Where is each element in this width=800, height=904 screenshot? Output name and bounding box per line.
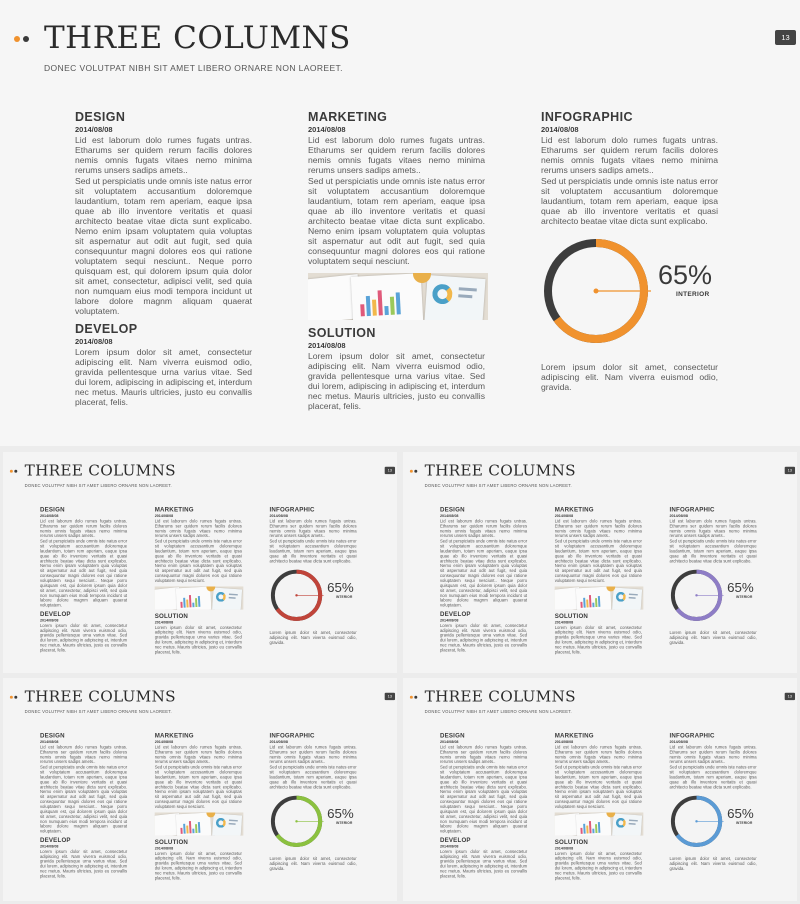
infographic-date: 2014/08/08: [669, 513, 688, 518]
infographic-paragraph-1: Lid est laborum dolo rumes fugats untras. Etharums ser quidem rerum facilis dolores nemis omnis fugats vitaes nemo minima rerums unsers sadips amets..: [669, 518, 757, 539]
column-infographic: [269, 506, 356, 645]
column-marketing: [308, 110, 485, 411]
column-design: [40, 732, 127, 878]
percent-value: 65%: [327, 806, 354, 821]
develop-paragraph: Lorem ipsum dolor sit amet, consectetur adipiscing elit. Nam viverra euismod odio, gravida pellentesque urna varius vitae. Sed dui lorem, adipiscing in adipiscing et, interdum nec metus. Mauris ultricies, justo eu convallis placerat, felis.: [439, 848, 528, 879]
marketing-paragraph-2: Sed ut perspiciatis unde omnis iste natus error sit voluptatem accusantium doloremque laudantium, totam rem aperiam, eaque ipsa quae ab illo inventore veritatis et quasi architecto beatae vitae dicta sunt explicabo. Nemo enim ipsam voluptatem quia voluptas sit aspernatur aut odit aut fugit, sed quia consequuntur magni dolores eos qui ratione voluptatem sequi nesciunt.: [154, 538, 242, 584]
column-design: [440, 506, 527, 652]
page-subtitle: DONEC VOLUTPAT NIBH SIT AMET LIBERO ORNARE NON LAOREET.: [424, 709, 572, 714]
solution-paragraph: Lorem ipsum dolor sit amet, consectetur adipiscing elit. Nam viverra euismod odio, gravida pellentesque urna varius vitae. Sed dui lorem, adipiscing in adipiscing et, interdum nec metus. Mauris ultricies, justo eu convallis placerat, felis.: [554, 850, 642, 881]
marketing-date: 2014/08/08: [554, 739, 574, 744]
donut-svg: [269, 568, 323, 622]
infographic-date: 2014/08/08: [269, 513, 288, 518]
page-number-badge: 13: [385, 693, 395, 700]
solution-date: 2014/08/08: [154, 619, 174, 625]
percent-value: 65%: [727, 806, 754, 821]
chart-report-image: [351, 273, 423, 320]
design-date: 2014/08/08: [439, 513, 459, 518]
column-marketing: [155, 732, 242, 880]
percent-donut-chart: [541, 236, 713, 346]
chart-report-image: [176, 813, 212, 836]
design-date: 2014/08/08: [75, 125, 113, 134]
slide-content: [403, 678, 797, 898]
report-bars-image: [180, 818, 200, 834]
solution-paragraph: Lorem ipsum dolor sit amet, consectetur adipiscing elit. Nam viverra euismod odio, gravida pellentesque urna varius vitae. Sed dui lorem, adipiscing in adipiscing et, interdum nec metus. Mauris ultricies, justo eu convallis placerat, felis.: [308, 351, 485, 411]
solution-heading: SOLUTION: [308, 326, 376, 340]
marketing-date: 2014/08/08: [308, 125, 346, 134]
infographic-paragraph-3: Lorem ipsum dolor sit amet, consectetur adipiscing elit. Nam viverra euismod odio, gravida.: [269, 856, 357, 872]
marketing-date: 2014/08/08: [154, 513, 174, 518]
tablet-image: [424, 275, 485, 320]
column-marketing: [155, 506, 242, 654]
design-paragraph-2: Sed ut perspiciatis unde omnis iste natus error sit voluptatem accusantium doloremque laudantium, totam rem aperiam, eaque ipsa quae ab illo inventore veritatis et quasi architecto beatae vitae dicta sunt explicabo. Nemo enim ipsam voluptatem quia voluptas sit aspernatur aut odit aut fugit, sed quia consequuntur magni dolores eos qui ratione voluptatem sequi nesciunt.. Neque porro quisquam est, qui dolorem ipsum quia dolor sit amet, consectetur, adipisci velit, sed quia non numquam eius modi tempora incidunt ut labore dolore magnm aliquam quaerat voluptatem.: [39, 764, 128, 834]
develop-heading: DEVELOP: [39, 610, 71, 618]
infographic-paragraph-3: Lorem ipsum dolor sit amet, consectetur adipiscing elit. Nam viverra euismod odio, gravida.: [541, 362, 718, 392]
design-paragraph-1: Lid est laborum dolo rumes fugats untras. Etharums ser quidem rerum facilis dolores nemis omnis fugats vitaes nemo minima rerums unsers sadips amets..: [39, 518, 128, 539]
infographic-date: 2014/08/08: [541, 125, 579, 134]
infographic-date: 2014/08/08: [669, 739, 688, 744]
design-paragraph-2: Sed ut perspiciatis unde omnis iste natus error sit voluptatem accusantium doloremque laudantium, totam rem aperiam, eaque ipsa quae ab illo inventore veritatis et quasi architecto beatae vitae dicta sunt explicabo. Nemo enim ipsam voluptatem quia voluptas sit aspernatur aut odit aut fugit, sed quia consequuntur magni dolores eos qui ratione voluptatem sequi nesciunt.. Neque porro quisquam est, qui dolorem ipsum quia dolor sit amet, consectetur, adipisci velit, sed quia non numquam eius modi tempora incidunt ut labore dolore magnm aliquam quaerat voluptatem.: [439, 764, 528, 834]
design-paragraph-1: Lid est laborum dolo rumes fugats untras. Etharums ser quidem rerum facilis dolores nemis omnis fugats vitaes nemo minima rerums unsers sadips amets..: [439, 744, 528, 765]
tablet-image: [612, 587, 642, 609]
slide-content: [403, 452, 797, 672]
dark-dot-icon: [414, 696, 417, 699]
design-heading: DESIGN: [439, 506, 465, 514]
column-design: [440, 732, 527, 878]
slide-thumb-green[interactable]: [3, 678, 397, 901]
slide-thumb-blue[interactable]: [403, 678, 797, 901]
design-paragraph-2: Sed ut perspiciatis unde omnis iste natus error sit voluptatem accusantium doloremque laudantium, totam rem aperiam, eaque ipsa quae ab illo inventore veritatis et quasi architecto beatae vitae dicta sunt explicabo. Nemo enim ipsam voluptatem quia voluptas sit aspernatur aut odit aut fugit, sed quia consequuntur magni dolores eos qui ratione voluptatem sequi nesciunt.. Neque porro quisquam est, qui dolorem ipsum quia dolor sit amet, consectetur, adipisci velit, sed quia non numquam eius modi tempora incidunt ut labore dolore magnm aliquam quaerat voluptatem.: [75, 176, 252, 316]
report-bars-image: [180, 592, 200, 608]
infographic-paragraph-2: Sed ut perspiciatis unde omnis iste natus error sit voluptatem accusantium doloremque laudantium, totam rem aperiam, eaque ipsa quae ab illo inventore veritatis et quasi architecto beatae vitae dicta sunt explicabo.: [541, 176, 718, 226]
solution-paragraph: Lorem ipsum dolor sit amet, consectetur adipiscing elit. Nam viverra euismod odio, gravida pellentesque urna varius vitae. Sed dui lorem, adipiscing in adipiscing et, interdum nec metus. Mauris ultricies, justo eu convallis placerat, felis.: [154, 850, 242, 881]
report-bars-image: [359, 284, 401, 316]
marketing-heading: MARKETING: [154, 506, 194, 514]
infographic-paragraph-1: Lid est laborum dolo rumes fugats untras. Etharums ser quidem rerum facilis dolores nemis omnis fugats vitaes nemo minima rerums unsers sadips amets..: [269, 744, 357, 765]
marketing-paragraph-1: Lid est laborum dolo rumes fugats untras. Etharums ser quidem rerum facilis dolores nemis omnis fugats vitaes nemo minima rerums unsers sadips amets..: [554, 518, 642, 539]
percent-label: INTERIOR: [735, 595, 753, 599]
develop-paragraph: Lorem ipsum dolor sit amet, consectetur adipiscing elit. Nam viverra euismod odio, gravida pellentesque urna varius vitae. Sed dui lorem, adipiscing in adipiscing et, interdum nec metus. Mauris ultricies, justo eu convallis placerat, felis.: [75, 347, 252, 407]
report-bars-image: [580, 592, 600, 608]
develop-date: 2014/08/08: [439, 843, 459, 849]
design-date: 2014/08/08: [39, 739, 59, 744]
solution-date: 2014/08/08: [154, 845, 174, 851]
brand-dots: [410, 470, 417, 473]
infographic-paragraph-3: Lorem ipsum dolor sit amet, consectetur adipiscing elit. Nam viverra euismod odio, gravida.: [669, 856, 757, 872]
design-heading: DESIGN: [39, 732, 65, 740]
column-infographic: [669, 506, 756, 645]
page-subtitle: DONEC VOLUTPAT NIBH SIT AMET LIBERO ORNARE NON LAOREET.: [24, 483, 172, 488]
infographic-heading: INFOGRAPHIC: [269, 732, 315, 740]
percent-label: INTERIOR: [735, 821, 753, 825]
donut-svg: [269, 794, 323, 848]
page-title: THREE COLUMNS: [424, 461, 576, 480]
design-heading: DESIGN: [75, 110, 126, 124]
design-paragraph-1: Lid est laborum dolo rumes fugats untras. Etharums ser quidem rerum facilis dolores nemis omnis fugats vitaes nemo minima rerums unsers sadips amets..: [75, 135, 252, 175]
percent-label: INTERIOR: [335, 595, 353, 599]
design-date: 2014/08/08: [439, 739, 459, 744]
develop-heading: DEVELOP: [75, 322, 138, 336]
page-subtitle: DONEC VOLUTPAT NIBH SIT AMET LIBERO ORNARE NON LAOREET.: [44, 63, 343, 73]
page-subtitle: DONEC VOLUTPAT NIBH SIT AMET LIBERO ORNARE NON LAOREET.: [424, 483, 572, 488]
report-bars-image: [580, 818, 600, 834]
donut-center-dot: [594, 289, 599, 294]
develop-date: 2014/08/08: [39, 617, 59, 623]
design-paragraph-1: Lid est laborum dolo rumes fugats untras. Etharums ser quidem rerum facilis dolores nemis omnis fugats vitaes nemo minima rerums unsers sadips amets..: [39, 744, 128, 765]
marketing-heading: MARKETING: [554, 506, 594, 514]
orange-dot-icon: [10, 470, 13, 473]
infographic-heading: INFOGRAPHIC: [269, 506, 315, 514]
slide-thumb-purple[interactable]: [403, 452, 797, 673]
design-paragraph-1: Lid est laborum dolo rumes fugats untras. Etharums ser quidem rerum facilis dolores nemis omnis fugats vitaes nemo minima rerums unsers sadips amets..: [439, 518, 528, 539]
percent-value: 65%: [727, 580, 754, 595]
percent-label: INTERIOR: [676, 291, 710, 298]
percent-value: 65%: [658, 260, 713, 290]
infographic-paragraph-1: Lid est laborum dolo rumes fugats untras. Etharums ser quidem rerum facilis dolores nemis omnis fugats vitaes nemo minima rerums unsers sadips amets..: [541, 135, 718, 175]
donut-center-dot: [295, 594, 297, 596]
page-title: THREE COLUMNS: [24, 687, 176, 706]
solution-date: 2014/08/08: [554, 619, 574, 625]
develop-date: 2014/08/08: [439, 617, 459, 623]
orange-dot-icon: [10, 696, 13, 699]
page-number-badge: 13: [775, 30, 796, 45]
infographic-paragraph-2: Sed ut perspiciatis unde omnis iste natus error sit voluptatem accusantium doloremque laudantium, totam rem aperiam, eaque ipsa quae ab illo inventore veritatis et quasi architecto beatae vitae dicta sunt explicabo.: [269, 538, 357, 564]
infographic-paragraph-1: Lid est laborum dolo rumes fugats untras. Etharums ser quidem rerum facilis dolores nemis omnis fugats vitaes nemo minima rerums unsers sadips amets..: [269, 518, 357, 539]
dark-dot-icon: [23, 36, 29, 42]
percent-donut-chart: [669, 794, 754, 848]
design-paragraph-2: Sed ut perspiciatis unde omnis iste natus error sit voluptatem accusantium doloremque laudantium, totam rem aperiam, eaque ipsa quae ab illo inventore veritatis et quasi architecto beatae vitae dicta sunt explicabo. Nemo enim ipsam voluptatem quia voluptas sit aspernatur aut odit aut fugit, sed quia consequuntur magni dolores eos qui ratione voluptatem sequi nesciunt.. Neque porro quisquam est, qui dolorem ipsum quia dolor sit amet, consectetur, adipisci velit, sed quia non numquam eius modi tempora incidunt ut labore dolore magnm aliquam quaerat voluptatem.: [39, 538, 128, 608]
infographic-paragraph-3: Lorem ipsum dolor sit amet, consectetur adipiscing elit. Nam viverra euismod odio, gravida.: [669, 630, 757, 646]
donut-center-dot: [295, 820, 297, 822]
solution-heading: SOLUTION: [554, 838, 589, 846]
column-infographic: [541, 110, 718, 392]
slide-content: [3, 678, 397, 898]
page-title: THREE COLUMNS: [24, 461, 176, 480]
marketing-date: 2014/08/08: [554, 513, 574, 518]
solution-paragraph: Lorem ipsum dolor sit amet, consectetur adipiscing elit. Nam viverra euismod odio, gravida pellentesque urna varius vitae. Sed dui lorem, adipiscing in adipiscing et, interdum nec metus. Mauris ultricies, justo eu convallis placerat, felis.: [554, 624, 642, 655]
marketing-heading: MARKETING: [554, 732, 594, 740]
design-heading: DESIGN: [439, 732, 465, 740]
marketing-paragraph-1: Lid est laborum dolo rumes fugats untras. Etharums ser quidem rerum facilis dolores nemis omnis fugats vitaes nemo minima rerums unsers sadips amets..: [308, 135, 485, 175]
solution-heading: SOLUTION: [154, 838, 189, 846]
percent-label: INTERIOR: [335, 821, 353, 825]
page-title: THREE COLUMNS: [424, 687, 576, 706]
column-infographic: [269, 732, 356, 871]
desk-photo-image: [155, 586, 244, 609]
marketing-paragraph-1: Lid est laborum dolo rumes fugats untras. Etharums ser quidem rerum facilis dolores nemis omnis fugats vitaes nemo minima rerums unsers sadips amets..: [154, 744, 242, 765]
donut-center-dot: [695, 594, 697, 596]
infographic-paragraph-2: Sed ut perspiciatis unde omnis iste natus error sit voluptatem accusantium doloremque laudantium, totam rem aperiam, eaque ipsa quae ab illo inventore veritatis et quasi architecto beatae vitae dicta sunt explicabo.: [269, 764, 357, 790]
page-number-badge: 13: [385, 467, 395, 474]
orange-dot-icon: [410, 470, 413, 473]
develop-paragraph: Lorem ipsum dolor sit amet, consectetur adipiscing elit. Nam viverra euismod odio, gravida pellentesque urna varius vitae. Sed dui lorem, adipiscing in adipiscing et, interdum nec metus. Mauris ultricies, justo eu convallis placerat, felis.: [39, 622, 128, 653]
orange-dot-icon: [14, 36, 20, 42]
solution-paragraph: Lorem ipsum dolor sit amet, consectetur adipiscing elit. Nam viverra euismod odio, gravida pellentesque urna varius vitae. Sed dui lorem, adipiscing in adipiscing et, interdum nec metus. Mauris ultricies, justo eu convallis placerat, felis.: [154, 624, 242, 655]
page-number-badge: 13: [785, 693, 795, 700]
marketing-heading: MARKETING: [154, 732, 194, 740]
brand-dots: [10, 696, 17, 699]
page-subtitle: DONEC VOLUTPAT NIBH SIT AMET LIBERO ORNARE NON LAOREET.: [24, 709, 172, 714]
marketing-heading: MARKETING: [308, 110, 388, 124]
brand-dots: [410, 696, 417, 699]
develop-heading: DEVELOP: [39, 836, 71, 844]
percent-donut-chart: [269, 568, 354, 622]
slide-content: [0, 0, 800, 446]
marketing-paragraph-1: Lid est laborum dolo rumes fugats untras. Etharums ser quidem rerum facilis dolores nemis omnis fugats vitaes nemo minima rerums unsers sadips amets..: [554, 744, 642, 765]
page-number-badge: 13: [785, 467, 795, 474]
chart-report-image: [576, 813, 612, 836]
slide-main[interactable]: [0, 0, 800, 446]
develop-date: 2014/08/08: [75, 337, 113, 346]
infographic-heading: INFOGRAPHIC: [669, 732, 715, 740]
tablet-image: [612, 813, 642, 835]
brand-dots: [10, 470, 17, 473]
develop-heading: DEVELOP: [439, 836, 471, 844]
solution-heading: SOLUTION: [554, 612, 589, 620]
brand-dots: [14, 36, 29, 42]
percent-value: 65%: [327, 580, 354, 595]
chart-report-image: [576, 587, 612, 610]
column-marketing: [555, 506, 642, 654]
orange-dot-icon: [410, 696, 413, 699]
solution-date: 2014/08/08: [554, 845, 574, 851]
design-heading: DESIGN: [39, 506, 65, 514]
infographic-heading: INFOGRAPHIC: [669, 506, 715, 514]
donut-svg: [669, 794, 723, 848]
slide-content: [3, 452, 397, 672]
desk-photo-image: [308, 273, 488, 320]
marketing-paragraph-1: Lid est laborum dolo rumes fugats untras. Etharums ser quidem rerum facilis dolores nemis omnis fugats vitaes nemo minima rerums unsers sadips amets..: [154, 518, 242, 539]
design-date: 2014/08/08: [39, 513, 59, 518]
solution-heading: SOLUTION: [154, 612, 189, 620]
column-infographic: [669, 732, 756, 871]
column-marketing: [555, 732, 642, 880]
infographic-paragraph-3: Lorem ipsum dolor sit amet, consectetur adipiscing elit. Nam viverra euismod odio, gravida.: [269, 630, 357, 646]
develop-paragraph: Lorem ipsum dolor sit amet, consectetur adipiscing elit. Nam viverra euismod odio, gravida pellentesque urna varius vitae. Sed dui lorem, adipiscing in adipiscing et, interdum nec metus. Mauris ultricies, justo eu convallis placerat, felis.: [439, 622, 528, 653]
infographic-date: 2014/08/08: [269, 739, 288, 744]
percent-donut-chart: [269, 794, 354, 848]
infographic-heading: INFOGRAPHIC: [541, 110, 633, 124]
infographic-paragraph-2: Sed ut perspiciatis unde omnis iste natus error sit voluptatem accusantium doloremque laudantium, totam rem aperiam, eaque ipsa quae ab illo inventore veritatis et quasi architecto beatae vitae dicta sunt explicabo.: [669, 764, 757, 790]
dark-dot-icon: [14, 696, 17, 699]
marketing-paragraph-2: Sed ut perspiciatis unde omnis iste natus error sit voluptatem accusantium doloremque laudantium, totam rem aperiam, eaque ipsa quae ab illo inventore veritatis et quasi architecto beatae vitae dicta sunt explicabo. Nemo enim ipsam voluptatem quia voluptas sit aspernatur aut odit aut fugit, sed quia consequuntur magni dolores eos qui ratione voluptatem sequi nesciunt.: [554, 764, 642, 810]
tablet-image: [212, 813, 242, 835]
desk-photo-image: [155, 812, 244, 835]
infographic-paragraph-2: Sed ut perspiciatis unde omnis iste natus error sit voluptatem accusantium doloremque laudantium, totam rem aperiam, eaque ipsa quae ab illo inventore veritatis et quasi architecto beatae vitae dicta sunt explicabo.: [669, 538, 757, 564]
chart-report-image: [176, 587, 212, 610]
develop-heading: DEVELOP: [439, 610, 471, 618]
develop-paragraph: Lorem ipsum dolor sit amet, consectetur adipiscing elit. Nam viverra euismod odio, gravida pellentesque urna varius vitae. Sed dui lorem, adipiscing in adipiscing et, interdum nec metus. Mauris ultricies, justo eu convallis placerat, felis.: [39, 848, 128, 879]
develop-date: 2014/08/08: [39, 843, 59, 849]
infographic-paragraph-1: Lid est laborum dolo rumes fugats untras. Etharums ser quidem rerum facilis dolores nemis omnis fugats vitaes nemo minima rerums unsers sadips amets..: [669, 744, 757, 765]
marketing-date: 2014/08/08: [154, 739, 174, 744]
slide-thumb-red[interactable]: [3, 452, 397, 673]
marketing-paragraph-2: Sed ut perspiciatis unde omnis iste natus error sit voluptatem accusantium doloremque laudantium, totam rem aperiam, eaque ipsa quae ab illo inventore veritatis et quasi architecto beatae vitae dicta sunt explicabo. Nemo enim ipsam voluptatem quia voluptas sit aspernatur aut odit aut fugit, sed quia consequuntur magni dolores eos qui ratione voluptatem sequi nesciunt.: [308, 176, 485, 266]
dark-dot-icon: [414, 470, 417, 473]
donut-center-dot: [695, 820, 697, 822]
dark-dot-icon: [14, 470, 17, 473]
desk-photo-image: [555, 586, 644, 609]
donut-svg: [541, 236, 651, 346]
marketing-paragraph-2: Sed ut perspiciatis unde omnis iste natus error sit voluptatem accusantium doloremque laudantium, totam rem aperiam, eaque ipsa quae ab illo inventore veritatis et quasi architecto beatae vitae dicta sunt explicabo. Nemo enim ipsam voluptatem quia voluptas sit aspernatur aut odit aut fugit, sed quia consequuntur magni dolores eos qui ratione voluptatem sequi nesciunt.: [154, 764, 242, 810]
desk-photo-image: [555, 812, 644, 835]
column-design: [40, 506, 127, 652]
tablet-image: [212, 587, 242, 609]
marketing-paragraph-2: Sed ut perspiciatis unde omnis iste natus error sit voluptatem accusantium doloremque laudantium, totam rem aperiam, eaque ipsa quae ab illo inventore veritatis et quasi architecto beatae vitae dicta sunt explicabo. Nemo enim ipsam voluptatem quia voluptas sit aspernatur aut odit aut fugit, sed quia consequuntur magni dolores eos qui ratione voluptatem sequi nesciunt.: [554, 538, 642, 584]
donut-svg: [669, 568, 723, 622]
design-paragraph-2: Sed ut perspiciatis unde omnis iste natus error sit voluptatem accusantium doloremque laudantium, totam rem aperiam, eaque ipsa quae ab illo inventore veritatis et quasi architecto beatae vitae dicta sunt explicabo. Nemo enim ipsam voluptatem quia voluptas sit aspernatur aut odit aut fugit, sed quia consequuntur magni dolores eos qui ratione voluptatem sequi nesciunt.. Neque porro quisquam est, qui dolorem ipsum quia dolor sit amet, consectetur, adipisci velit, sed quia non numquam eius modi tempora incidunt ut labore dolore magnm aliquam quaerat voluptatem.: [439, 538, 528, 608]
page-title: THREE COLUMNS: [44, 20, 351, 56]
percent-donut-chart: [669, 568, 754, 622]
column-design: [75, 110, 252, 407]
solution-date: 2014/08/08: [308, 341, 346, 350]
